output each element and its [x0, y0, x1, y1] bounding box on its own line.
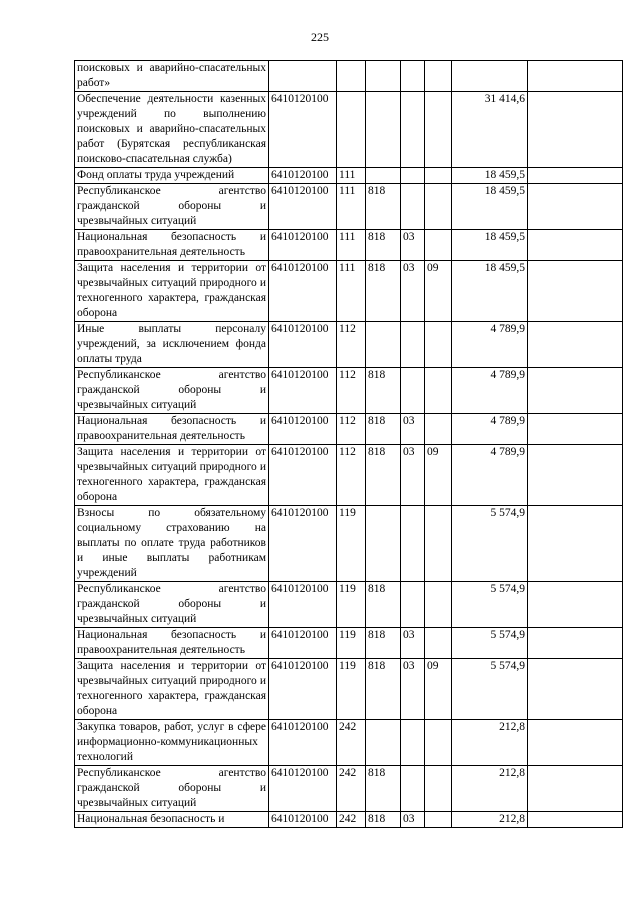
- cell-subsection: [425, 506, 452, 582]
- cell-section: 03: [401, 812, 425, 828]
- cell-amount: 18 459,5: [452, 230, 528, 261]
- cell-target-article: 6410120100: [269, 628, 337, 659]
- cell-name: Национальная безопасность и правоохранительная деятельность: [75, 628, 269, 659]
- cell-expense-type: 112: [337, 445, 366, 506]
- cell-extra: [528, 168, 623, 184]
- table-row: [75, 368, 623, 414]
- cell-name: Фонд оплаты труда учреждений: [75, 168, 269, 184]
- table-row: [75, 92, 623, 168]
- table-row: [75, 659, 623, 720]
- cell-extra: [528, 628, 623, 659]
- cell-subsection: [425, 184, 452, 230]
- cell-ministry-code: 818: [366, 368, 401, 414]
- cell-expense-type: 119: [337, 506, 366, 582]
- cell-name: Защита населения и территории от чрезвычайных ситуаций природного и техногенного характера, гражданская оборона: [75, 261, 269, 322]
- cell-expense-type: 112: [337, 322, 366, 368]
- cell-ministry-code: 818: [366, 261, 401, 322]
- cell-extra: [528, 184, 623, 230]
- cell-section: 03: [401, 230, 425, 261]
- cell-section: 03: [401, 445, 425, 506]
- table-row: [75, 628, 623, 659]
- cell-target-article: [269, 61, 337, 92]
- cell-subsection: [425, 766, 452, 812]
- cell-extra: [528, 659, 623, 720]
- cell-subsection: [425, 368, 452, 414]
- cell-ministry-code: 818: [366, 184, 401, 230]
- table-row: [75, 506, 623, 582]
- cell-section: [401, 582, 425, 628]
- cell-subsection: 09: [425, 261, 452, 322]
- table-row: [75, 322, 623, 368]
- table-row: [75, 445, 623, 506]
- cell-expense-type: 242: [337, 720, 366, 766]
- cell-section: [401, 92, 425, 168]
- cell-extra: [528, 92, 623, 168]
- cell-subsection: [425, 720, 452, 766]
- table-body: [75, 61, 623, 828]
- cell-expense-type: [337, 61, 366, 92]
- cell-ministry-code: [366, 322, 401, 368]
- cell-section: [401, 168, 425, 184]
- cell-amount: 18 459,5: [452, 168, 528, 184]
- cell-target-article: 6410120100: [269, 230, 337, 261]
- cell-expense-type: 112: [337, 368, 366, 414]
- cell-name: поисковых и аварийно-спасательных работ»: [75, 61, 269, 92]
- cell-expense-type: 119: [337, 659, 366, 720]
- cell-target-article: 6410120100: [269, 368, 337, 414]
- cell-section: 03: [401, 261, 425, 322]
- cell-ministry-code: [366, 720, 401, 766]
- cell-section: 03: [401, 414, 425, 445]
- cell-name: Национальная безопасность и: [75, 812, 269, 828]
- cell-expense-type: 242: [337, 766, 366, 812]
- cell-target-article: 6410120100: [269, 92, 337, 168]
- table-row: [75, 720, 623, 766]
- cell-ministry-code: [366, 61, 401, 92]
- cell-target-article: 6410120100: [269, 720, 337, 766]
- cell-extra: [528, 766, 623, 812]
- cell-ministry-code: 818: [366, 628, 401, 659]
- cell-amount: 4 789,9: [452, 414, 528, 445]
- cell-subsection: [425, 230, 452, 261]
- cell-expense-type: 112: [337, 414, 366, 445]
- cell-ministry-code: 818: [366, 445, 401, 506]
- cell-subsection: [425, 322, 452, 368]
- cell-ministry-code: 818: [366, 659, 401, 720]
- cell-extra: [528, 414, 623, 445]
- cell-amount: 212,8: [452, 812, 528, 828]
- cell-section: 03: [401, 659, 425, 720]
- table-row: [75, 168, 623, 184]
- cell-amount: 5 574,9: [452, 628, 528, 659]
- cell-section: 03: [401, 628, 425, 659]
- cell-ministry-code: 818: [366, 766, 401, 812]
- cell-extra: [528, 506, 623, 582]
- cell-subsection: [425, 582, 452, 628]
- cell-extra: [528, 261, 623, 322]
- cell-ministry-code: [366, 506, 401, 582]
- cell-extra: [528, 322, 623, 368]
- cell-ministry-code: [366, 92, 401, 168]
- budget-table: [74, 60, 623, 828]
- cell-amount: 31 414,6: [452, 92, 528, 168]
- cell-name: Национальная безопасность и правоохранительная деятельность: [75, 414, 269, 445]
- cell-amount: 5 574,9: [452, 506, 528, 582]
- cell-section: [401, 506, 425, 582]
- table-row: [75, 261, 623, 322]
- cell-target-article: 6410120100: [269, 582, 337, 628]
- cell-amount: 4 789,9: [452, 322, 528, 368]
- cell-expense-type: 111: [337, 184, 366, 230]
- cell-subsection: 09: [425, 445, 452, 506]
- table-row: [75, 184, 623, 230]
- cell-expense-type: 111: [337, 168, 366, 184]
- cell-name: Национальная безопасность и правоохранительная деятельность: [75, 230, 269, 261]
- cell-extra: [528, 720, 623, 766]
- cell-amount: 4 789,9: [452, 445, 528, 506]
- cell-extra: [528, 230, 623, 261]
- cell-ministry-code: [366, 168, 401, 184]
- cell-amount: 18 459,5: [452, 184, 528, 230]
- cell-amount: 18 459,5: [452, 261, 528, 322]
- cell-subsection: [425, 61, 452, 92]
- cell-target-article: 6410120100: [269, 812, 337, 828]
- cell-subsection: [425, 628, 452, 659]
- cell-section: [401, 322, 425, 368]
- cell-ministry-code: 818: [366, 582, 401, 628]
- cell-amount: 5 574,9: [452, 659, 528, 720]
- cell-target-article: 6410120100: [269, 322, 337, 368]
- cell-name: Республиканское агентство гражданской обороны и чрезвычайных ситуаций: [75, 184, 269, 230]
- page-number: 225: [311, 30, 329, 44]
- cell-expense-type: 111: [337, 230, 366, 261]
- table-row: [75, 582, 623, 628]
- cell-name: Иные выплаты персоналу учреждений, за исключением фонда оплаты труда: [75, 322, 269, 368]
- cell-subsection: [425, 92, 452, 168]
- cell-subsection: [425, 812, 452, 828]
- cell-expense-type: 119: [337, 628, 366, 659]
- cell-target-article: 6410120100: [269, 261, 337, 322]
- cell-target-article: 6410120100: [269, 168, 337, 184]
- cell-target-article: 6410120100: [269, 414, 337, 445]
- cell-extra: [528, 445, 623, 506]
- cell-ministry-code: 818: [366, 414, 401, 445]
- cell-section: [401, 368, 425, 414]
- cell-expense-type: 119: [337, 582, 366, 628]
- cell-expense-type: [337, 92, 366, 168]
- cell-subsection: [425, 168, 452, 184]
- cell-name: Республиканское агентство гражданской обороны и чрезвычайных ситуаций: [75, 582, 269, 628]
- cell-extra: [528, 582, 623, 628]
- cell-section: [401, 61, 425, 92]
- cell-target-article: 6410120100: [269, 659, 337, 720]
- cell-amount: 212,8: [452, 766, 528, 812]
- table-row: [75, 61, 623, 92]
- table-row: [75, 766, 623, 812]
- cell-name: Республиканское агентство гражданской обороны и чрезвычайных ситуаций: [75, 368, 269, 414]
- cell-extra: [528, 812, 623, 828]
- cell-name: Закупка товаров, работ, услуг в сфере информационно-коммуникационных технологий: [75, 720, 269, 766]
- cell-expense-type: 242: [337, 812, 366, 828]
- table-row: [75, 812, 623, 828]
- table-row: [75, 230, 623, 261]
- cell-target-article: 6410120100: [269, 184, 337, 230]
- cell-expense-type: 111: [337, 261, 366, 322]
- cell-ministry-code: 818: [366, 230, 401, 261]
- cell-name: Взносы по обязательному социальному страхованию на выплаты по оплате труда работников и иные выплаты работникам учреждений: [75, 506, 269, 582]
- cell-ministry-code: 818: [366, 812, 401, 828]
- cell-extra: [528, 61, 623, 92]
- cell-amount: 4 789,9: [452, 368, 528, 414]
- cell-section: [401, 720, 425, 766]
- cell-amount: 5 574,9: [452, 582, 528, 628]
- cell-target-article: 6410120100: [269, 445, 337, 506]
- cell-name: Защита населения и территории от чрезвычайных ситуаций природного и техногенного характера, гражданская оборона: [75, 659, 269, 720]
- cell-section: [401, 766, 425, 812]
- cell-subsection: 09: [425, 659, 452, 720]
- cell-target-article: 6410120100: [269, 506, 337, 582]
- cell-subsection: [425, 414, 452, 445]
- cell-amount: [452, 61, 528, 92]
- table-row: [75, 414, 623, 445]
- cell-name: Обеспечение деятельности казенных учреждений по выполнению поисковых и аварийно-спасательных работ (Бурятская республиканская поисково-спасательная служба): [75, 92, 269, 168]
- cell-amount: 212,8: [452, 720, 528, 766]
- cell-name: Республиканское агентство гражданской обороны и чрезвычайных ситуаций: [75, 766, 269, 812]
- cell-section: [401, 184, 425, 230]
- cell-extra: [528, 368, 623, 414]
- cell-target-article: 6410120100: [269, 766, 337, 812]
- cell-name: Защита населения и территории от чрезвычайных ситуаций природного и техногенного характера, гражданская оборона: [75, 445, 269, 506]
